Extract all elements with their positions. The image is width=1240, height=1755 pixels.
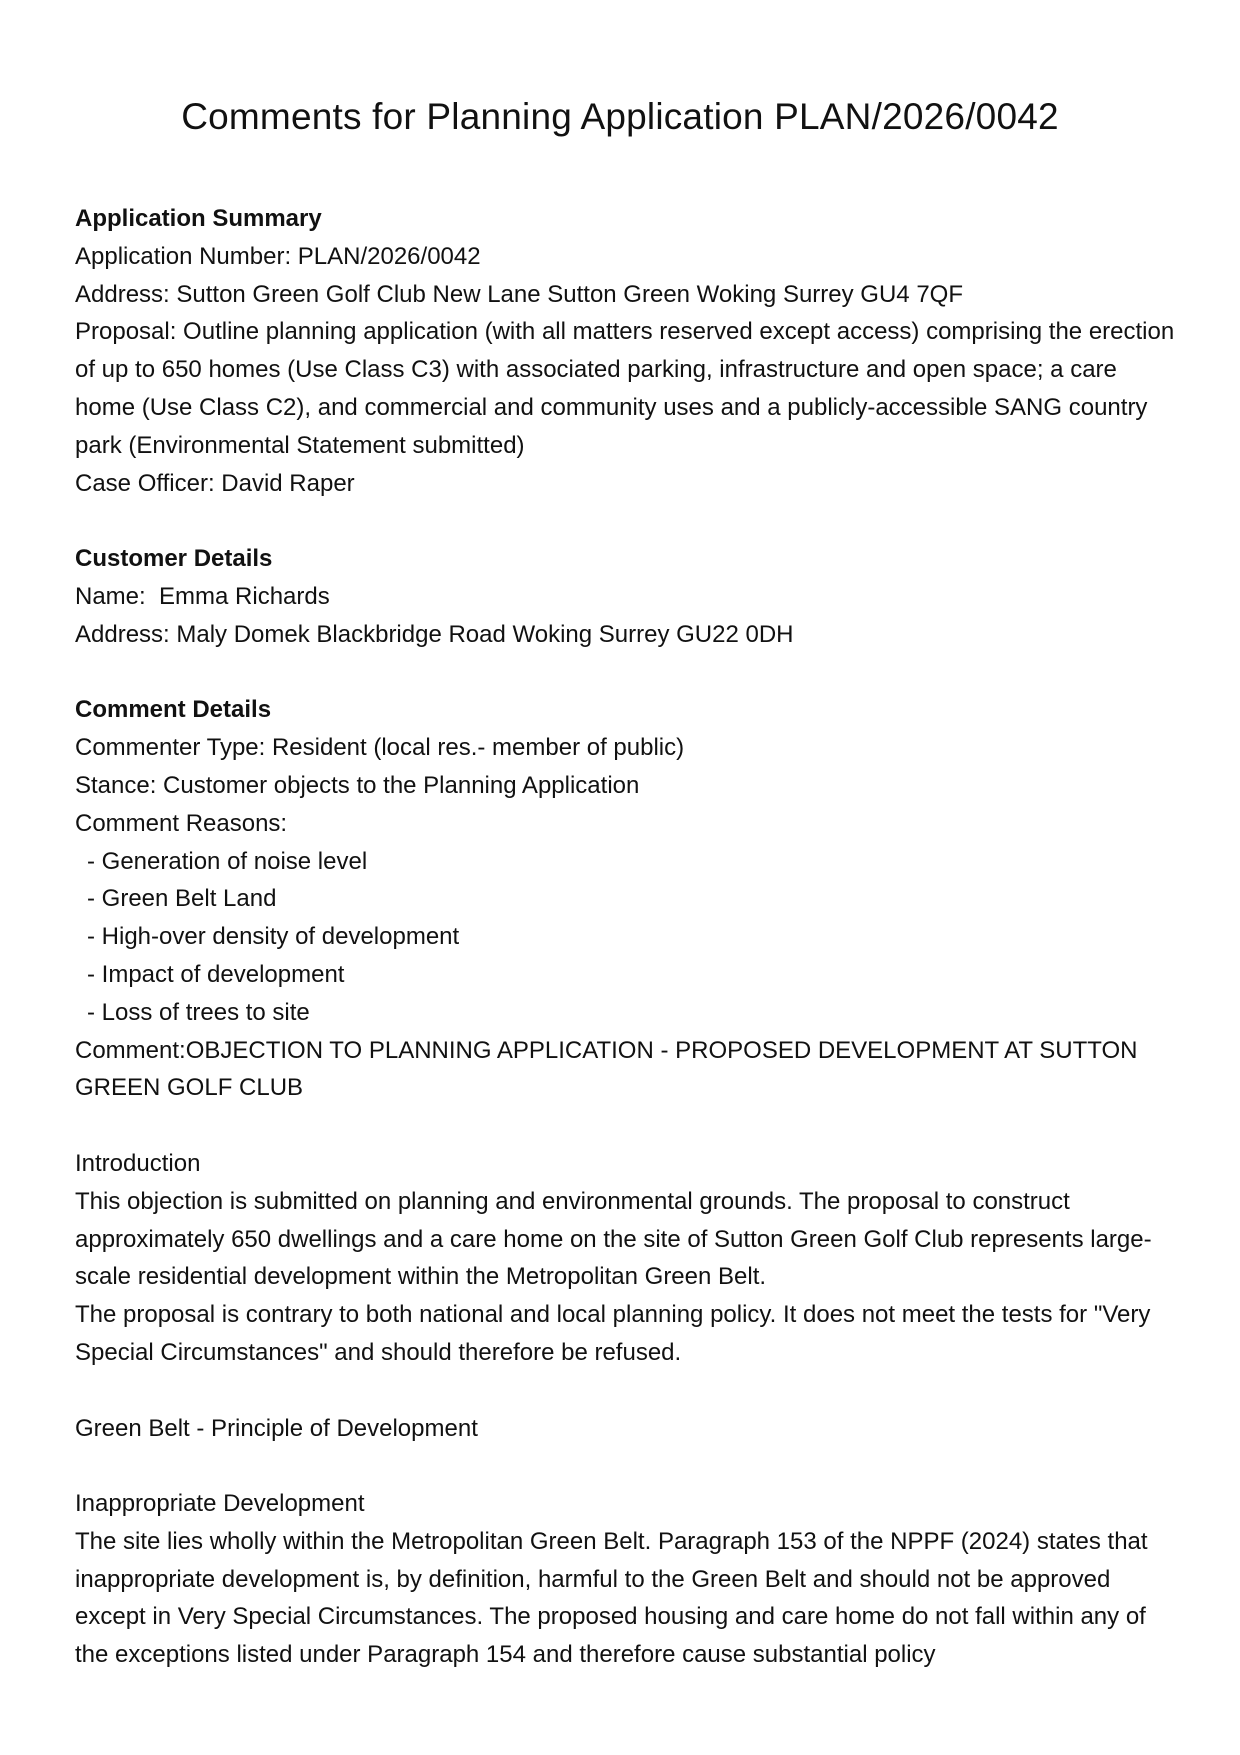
- comment-reasons-list: [75, 843, 1175, 1032]
- customer-name: Name: Emma Richards: [75, 582, 330, 610]
- comment-reason-item: - High-over density of development: [87, 923, 460, 951]
- comment-intro: Comment:OBJECTION TO PLANNING APPLICATION - PROPOSED DEVELOPMENT AT SUTTON GREEN GOLF CLUB: [75, 1036, 1145, 1102]
- comment-body: [75, 1145, 1175, 1674]
- page-title: Comments for Planning Application PLAN/2026/0042: [181, 96, 1059, 137]
- spacer: [75, 1372, 1175, 1410]
- spacer: [75, 502, 1175, 540]
- application-summary-heading: Application Summary: [75, 205, 322, 232]
- inappropriate-development-paragraph: The site lies wholly within the Metropolitan Green Belt. Paragraph 153 of the NPPF (2024) states that inappropriate development is, by definition, harmful to the Green Belt and should not be approved except in Very Special Circumstances. The proposed housing and care home do not fall within any of the exceptions listed under Paragraph 154 and therefore cause substantial policy: [75, 1527, 1155, 1669]
- spacer: [75, 654, 1175, 692]
- document-content: [75, 200, 1181, 1674]
- application-address: Address: Sutton Green Golf Club New Lane Sutton Green Woking Surrey GU4 7QF: [75, 280, 963, 308]
- comment-reason-item: - Green Belt Land: [87, 885, 277, 913]
- customer-address: Address: Maly Domek Blackbridge Road Woking Surrey GU22 0DH: [75, 620, 794, 648]
- comment-details-section: [75, 691, 1175, 1107]
- application-summary-section: [75, 200, 1181, 502]
- comment-reason-item: - Generation of noise level: [87, 847, 368, 875]
- application-number: Application Number: PLAN/2026/0042: [75, 242, 481, 270]
- comment-reason-item: - Loss of trees to site: [87, 998, 310, 1026]
- commenter-type: Commenter Type: Resident (local res.- member of public): [75, 734, 685, 762]
- customer-details-heading: Customer Details: [75, 545, 273, 573]
- introduction-paragraph: The proposal is contrary to both national and local planning policy. It does not meet the tests for "Very Special Circumstances" and should therefore be refused.: [75, 1301, 1158, 1366]
- green-belt-heading: Green Belt - Principle of Development: [75, 1414, 478, 1442]
- comment-reasons-label: Comment Reasons:: [75, 809, 288, 837]
- application-proposal: Proposal: Outline planning application (with all matters reserved except access) comprising the erection of up to 650 homes (Use Class C3) with associated parking, infrastructure and open space; a care home (Use Class C2), and commercial and community uses and a publicly-accessible SANG country park (Environmental Statement submitted): [75, 318, 1181, 459]
- case-officer: Case Officer: David Raper: [75, 469, 355, 497]
- inappropriate-development-heading: Inappropriate Development: [75, 1490, 365, 1518]
- stance: Stance: Customer objects to the Planning Application: [75, 771, 640, 799]
- comment-details-heading: Comment Details: [75, 696, 272, 724]
- introduction-heading: Introduction: [75, 1149, 201, 1177]
- introduction-paragraph: This objection is submitted on planning and environmental grounds. The proposal to construct approximately 650 dwellings and a care home on the site of Sutton Green Golf Club represents large-scale residential development within the Metropolitan Green Belt.: [75, 1187, 1152, 1291]
- comment-reason-item: - Impact of development: [87, 960, 345, 988]
- spacer: [75, 1447, 1175, 1485]
- spacer: [75, 1107, 1175, 1145]
- customer-details-section: [75, 540, 1175, 653]
